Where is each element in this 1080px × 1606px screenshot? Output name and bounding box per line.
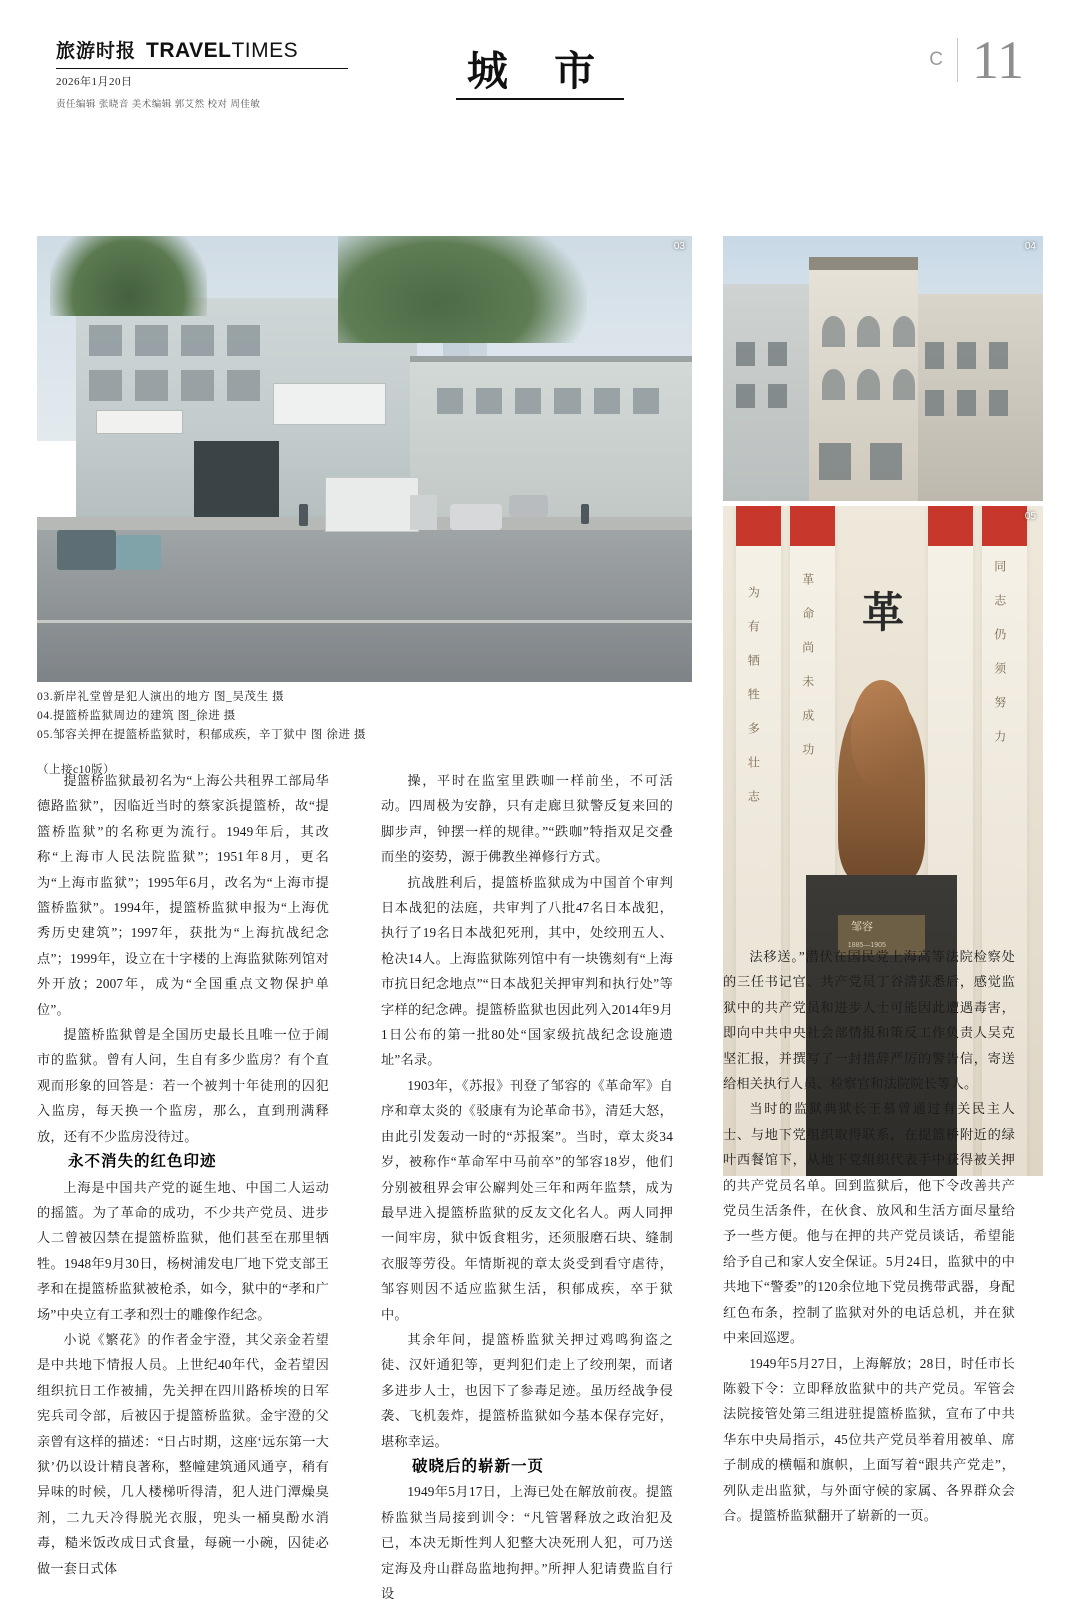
- photo-tag-03: 03: [673, 241, 685, 252]
- memorial-banner-text-2: 革 命 尚 未 成 功: [800, 573, 815, 759]
- historic-building-photo: [723, 236, 1043, 501]
- memorial-plate-name: 邹容: [851, 921, 873, 934]
- article-column-2: [381, 768, 673, 1606]
- paragraph: 提篮桥监狱曾是全国历史最长且唯一位于闹市的监狱。曾有人问，生自有多少监房？有个直观而形象的回答是：若一个被判十年徒刑的囚犯入监房，每天换一个监房，那么，直到刑满释放，还有不少监房没待过。: [37, 1027, 329, 1144]
- masthead: [0, 0, 1080, 128]
- photo-captions: [37, 688, 697, 777]
- paragraph: 当时的监狱典狱长王慕曾通过有关民主人士、与地下党组织取得联系，在提篮桥附近的绿叶西餐馆下，从地下党组织代表手中获得被关押的共产党员名单。回到监狱后，他下令改善共产党员生活条件，在伙食、放风和生活方面尽量给予一些方便。他与在押的共产党员谈话，希望能给予自己和家人安全保证。5月24日，监狱中的中共地下“警委”的120余位地下党员携带武器，身配红色布条，控制了监狱对外的电话总机，并在狱中来回巡逻。: [723, 1101, 1015, 1346]
- paragraph: 1949年5月27日，上海解放；28日，时任市长陈毅下令：立即释放监狱中的共产党员。军管会法院接管处第三组进驻提篮桥监狱，宣布了中共华东中央局指示，45位共产党员举着用被单、席子制成的横幅和旗帜，上面写着“跟共产党走”，列队走出监狱，与外面守候的家属、各界群众会合。提篮桥监狱翻开了崭新的一页。: [723, 1355, 1015, 1523]
- masthead-divider: [957, 38, 958, 82]
- photo-tag-05: 05: [1024, 511, 1036, 522]
- paper-name-cn: 旅游时报: [56, 41, 137, 62]
- paragraph: 1949年5月17日，上海已处在解放前夜。提篮桥监狱当局接到训令：“凡管署释放之政治犯及已，本决无斯性判人犯整大决死刑人犯，可乃送定海及舟山群岛监地拘押。”所押人犯请费监自行设: [381, 1484, 673, 1601]
- memorial-banner-text-3: 同 志 仍 须 努 力: [992, 559, 1007, 746]
- page-title-underline: [456, 98, 624, 100]
- paragraph: 其余年间，提篮桥监狱关押过鸡鸣狗盗之徒、汉奸通犯等，更判犯们走上了绞刑架，而诸多进步人士，也因下了参毒足迹。虽历经战争侵袭、飞机轰炸，提篮桥监狱如今基本保存完好，堪称幸运。: [381, 1331, 673, 1449]
- caption-05: 05.邹容关押在提篮桥监狱时，积郁成疾，辛丁狱中 图 徐进 摄: [37, 729, 367, 741]
- subheading-new-page: 破晓后的崭新一页: [412, 1457, 545, 1475]
- article-column-3: [723, 941, 1015, 1528]
- paragraph: 1903年，《苏报》刊登了邹容的《革命军》自序和章太炎的《驳康有为论革命书》，清廷大怒，由此引发轰动一时的“苏报案”。当时，章太炎34岁，被称作“革命军中马前卒”的邹容18岁，他们分别被租界会审公廨判处三年和两年监禁，成为最早进入提篮桥监狱的反友文化名人。两人同押一间牢房，狱中饭食粗劣，还须服磨石块、缝制衣服等劳役。年情斯视的章太炎受到看守虐待，邹容则因不适应监狱生活，积郁成疾，卒于狱中。: [381, 1077, 673, 1322]
- paragraph: 法移送。”潜伏在国民党上海高等法院检察处的三任书记官、共产党员丁谷清获悉后，感觉监狱中的共产党员和进步人士可能因此遭遇毒害，即向中共中央社会部情报和策反工作负责人吴克坚汇报，并撰写了一封措辞严厉的警告信，寄送给相关执行人员、检察官和法院院长等人。: [723, 949, 1015, 1092]
- article-column-1: [37, 768, 329, 1581]
- caption-03: 03.新岸礼堂曾是犯人演出的地方 图_吴茂生 摄: [37, 691, 285, 703]
- memorial-big-character: 革: [861, 590, 905, 637]
- photo-tag-04: 04: [1024, 241, 1036, 252]
- paragraph: 提篮桥监狱最初名为“上海公共租界工部局华德路监狱”，因临近当时的蔡家浜提篮桥，故“提篮桥监狱”的名称更为流行。1949年后，其改称“上海市人民法院监狱”；1951年8月，更名为“上海市监狱”；1995年6月，改名为“上海市提篮桥监狱”。1994年，提篮桥监狱申报为“上海优秀历史建筑”；1997年，获批为“上海抗战纪念点”；1999年，设立在十字楼的上海监狱陈列馆对外开放；2007年，成为“全国重点文物保护单位”。: [37, 773, 329, 1017]
- paragraph: 小说《繁花》的作者金宇澄，其父亲金若望是中共地下情报人员。上世纪40年代，金若望因组织抗日工作被捕，先关押在四川路桥埃的日军宪兵司令部，后被囚于提篮桥监狱。金宇澄的父亲曾有这样的描述：“日占时期，这座‘远东第一大狱’仍以设计精良著称，整幢建筑通风通亨，稍有异味的时候，几人楼梯听得清，犯人进门潭燥臭剂，二九天冷得脱光衣服，兜头一桶臭酚水消毒，糙米饭改成日式食量，每碗一小碗，囚徒必做一套日式体: [37, 1331, 329, 1576]
- masthead-right: [929, 30, 1024, 90]
- memorial-plate-years: 1885—1905: [847, 941, 886, 949]
- caption-04: 04.提篮桥监狱周边的建筑 图_徐进 摄: [37, 710, 236, 722]
- paragraph: 上海是中国共产党的诞生地、中国二人运动的摇篮。为了革命的成功，不少共产党员、进步人二曾被囚禁在提篮桥监狱，他们甚至在那里牺牲。1948年9月30日，杨树浦发电厂地下党支部王孝和在提篮桥监狱被枪杀，如今，狱中的“孝和广场”中央立有工孝和烈士的雕像作纪念。: [37, 1179, 329, 1322]
- page-number: 11: [972, 30, 1024, 90]
- section-letter: C: [929, 49, 943, 71]
- paragraph: 操，平时在监室里跌咖一样前坐，不可活动。四周极为安静，只有走廊旦狱警反复来回的脚步声，钟摆一样的规律。”“跌咖”特指双足交叠而坐的姿势，源于佛教坐禅修行方式。: [381, 773, 673, 865]
- paper-name-en-bold: TRAVEL: [146, 39, 232, 62]
- page-title: 城 市: [466, 48, 614, 94]
- paragraph: 抗战胜利后，提篮桥监狱成为中国首个审判日本战犯的法庭，共审判了八批47名日本战犯，执行了19名日本战犯死刑，其中，处绞刑五人、枪决14人。上海监狱陈列馆中有一块镌刻有“上海市抗日纪念地点”“日本战犯关押审判和执行处”等字样的纪念碑。提篮桥监狱也因此列入2014年9月1日公布的第一批80处“国家级抗战纪念设施遗址”名录。: [381, 874, 673, 1068]
- editorial-credits: 责任编辑 张晓音 美术编辑 郭艾然 校对 周佳敏: [56, 100, 261, 110]
- memorial-banner-text-1: 为 有 牺 牲 多 壮 志: [746, 586, 761, 807]
- continuation-note: （上接c10版）: [37, 764, 116, 776]
- street-scene-photo: [37, 236, 692, 682]
- subheading-red-traces: 永不消失的红色印迹: [68, 1153, 217, 1171]
- publication-date: 2026年1月20日: [56, 76, 133, 88]
- paper-name-en-light: TIMES: [231, 39, 299, 62]
